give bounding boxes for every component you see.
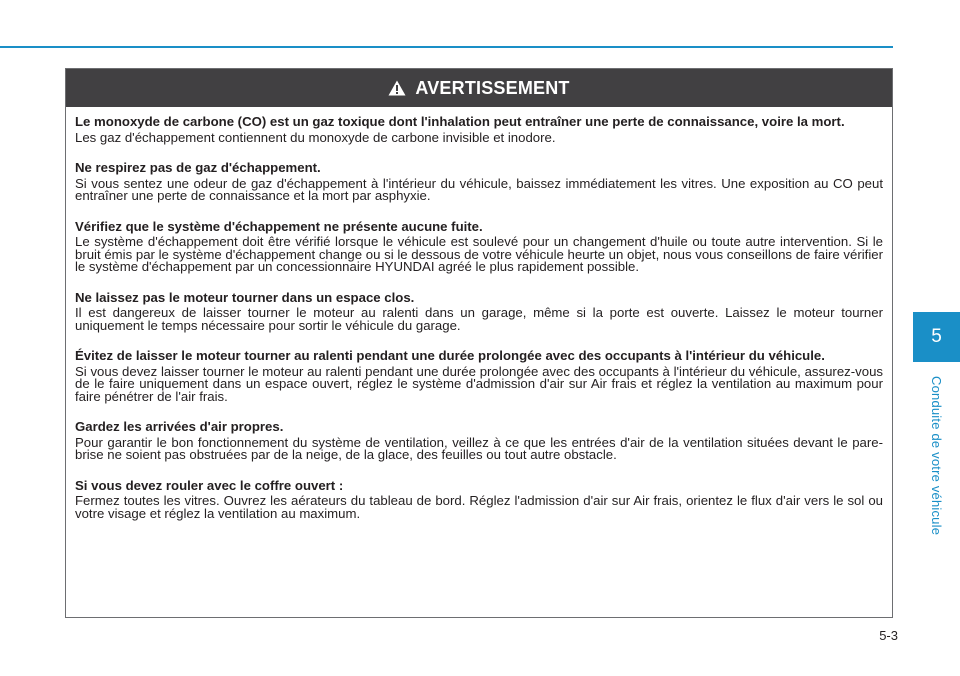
warning-triangle-icon [388,80,406,96]
warning-block [75,289,883,333]
chapter-number-tab [913,312,960,362]
warning-block [75,421,883,462]
warning-box [65,68,893,618]
top-rule [0,46,893,48]
block-text: Il est dangereux de laisser tourner le moteur au ralenti dans un garage, même si la porte est ouverte. Laissez le moteur tourner uniquement le temps nécessaire pour sortir le véhicule du garage. [75,305,883,333]
block-text: Fermez toutes les vitres. Ouvrez les aérateurs du tableau de bord. Réglez l'admission d'air sur Air frais, orientez le flux d'air vers le sol ou votre visage et réglez la ventilation au maximum. [75,493,883,521]
block-heading: Évitez de laisser le moteur tourner au ralenti pendant une durée prolongée avec des occupants à l'intérieur du véhicule. [75,348,825,363]
block-text: Pour garantir le bon fonctionnement du système de ventilation, veillez à ce que les entrées d'air de la ventilation situées devant le pare-brise ne soient pas obstruées par de la neige, de la glace, des feuilles ou tout autre obstacle. [75,434,883,462]
warning-block [75,218,883,274]
block-text: Le système d'échappement doit être vérifié lorsque le véhicule est soulevé pour un changement d'huile ou toute autre intervention. Si le bruit émis par le système d'échappement change ou si le dessous de votre véhicule heurte un objet, nous vous conseillons de faire vérifier le système d'échappement par un concessionnaire HYUNDAI agréé le plus rapidement possible. [75,234,883,274]
block-heading: Vérifiez que le système d'échappement ne présente aucune fuite. [75,218,483,234]
block-heading: Ne respirez pas de gaz d'échappement. [75,160,321,175]
warning-body [66,107,892,520]
block-heading: Ne laissez pas le moteur tourner dans un espace clos. [75,289,415,305]
page-number: 5-3 [879,628,898,643]
block-text: Si vous sentez une odeur de gaz d'échappement à l'intérieur du véhicule, baissez immédiatement les vitres. Une exposition au CO peut entraîner une perte de connaissance et la mort par asphyxie. [75,175,883,203]
warning-title: AVERTISSEMENT [415,77,570,98]
warning-block [75,162,883,203]
block-text: Les gaz d'échappement contiennent du monoxyde de carbone invisible et inodore. [75,129,556,145]
block-heading: Gardez les arrivées d'air propres. [75,419,284,434]
chapter-number: 5 [931,326,942,347]
warning-block [75,477,883,521]
block-heading: Si vous devez rouler avec le coffre ouvert : [75,477,344,493]
warning-block [75,116,883,144]
block-text: Si vous devez laisser tourner le moteur au ralenti pendant une durée prolongée avec des occupants à l'intérieur du véhicule, assurez-vous de le faire uniquement dans un espace ouvert, réglez le système d'admission d'air sur Air frais et réglez la ventilation au maximum pour faire pénétrer de l'air frais. [75,363,883,404]
block-heading: Le monoxyde de carbone (CO) est un gaz toxique dont l'inhalation peut entraîner une perte de connaissance, voire la mort. [75,114,845,129]
chapter-title: Conduite de votre véhicule [929,376,944,536]
warning-block [75,350,883,403]
warning-header [66,69,892,107]
chapter-title-sidebar [913,366,960,546]
